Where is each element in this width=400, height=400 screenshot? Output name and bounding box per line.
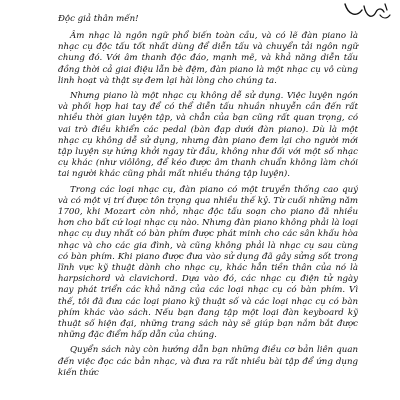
- document-body: [58, 14, 358, 383]
- greeting: Độc giả thân mến!: [58, 14, 139, 24]
- paragraph-piano-difficulty: Nhưng piano là một nhạc cụ không dễ sử dụng. Việc luyện ngón và phối hợp hai tay để có thể diễn tấu nhuần nhuyễn cần đến rất nhiều thời gian luyện tập, và chẳn của bạn cũng rất quan trọng, có vai trò điều khiển các pedal (bàn đạp dưới đàn piano). Dù là một nhạc cụ không dễ sử dụng, nhưng đàn piano đem lại cho người mới tập luyện sự hứng khởi ngay từ đầu, không như đối với một số nhạc cụ khác (như viôlông, để kéo được âm thanh chuẩn không làm chói tai người khác cũng phải mất nhiều tháng tập luyện).: [58, 90, 358, 180]
- paragraph-book-guide: Quyển sách này còn hướng dẫn bạn những điều cơ bản liên quan đến việc đọc các bản nhạc, và đưa ra rất nhiều bài tập để ứng dụng kiến thức: [58, 345, 358, 378]
- paragraph-piano-history: Trong các loại nhạc cụ, đàn piano có một truyền thống cao quý và có một vị trí được tôn trọng qua nhiều thế kỷ. Từ cuối những năm 1700, khi Mozart còn nhỏ, nhạc độc tấu soạn cho piano đã nhiều hơn cho bất cứ loại nhạc cụ nào. Nhưng đàn piano không phải là loại nhạc cụ duy nhất có bàn phím được phát minh cho các sân khấu hòa nhạc và cho các gia đình, và cũng không phải là nhạc cụ sau cùng có bàn phím. Khi piano được đưa vào sử dụng đã gây sửng sốt trong lĩnh vực kỹ thuật dành cho nhạc cụ, khác hẳn tiền thân của nó là harpsichord và clavichord. Dựa vào đó, các nhạc cụ điện tử ngày nay phát triển các khả năng của các loại nhạc cụ có bàn phím. Vì thế, tôi đã đưa các loại piano kỹ thuật số và các loại nhạc cụ có bàn phím khác vào sách. Nếu bạn đang tập một loại đàn keyboard kỹ thuật số hiện đại, những trang sách này sẽ giúp bạn nắm bắt được những đặc điểm hấp dẫn của chúng.: [58, 184, 358, 341]
- paragraph-music-language: Âm nhạc là ngôn ngữ phổ biến toàn cầu, và có lẽ đàn piano là nhạc cụ độc tấu tốt nhất dùng để diễn tấu và chuyển tải ngôn ngữ chung đó. Với âm thanh độc đáo, mạnh mẽ, và khả năng diễn tấu đồng thời cả giai điệu lẫn bè đệm, đàn piano là một nhạc cụ vô cùng linh hoạt và thật sự đem lại hài lòng cho chúng ta.: [58, 30, 358, 86]
